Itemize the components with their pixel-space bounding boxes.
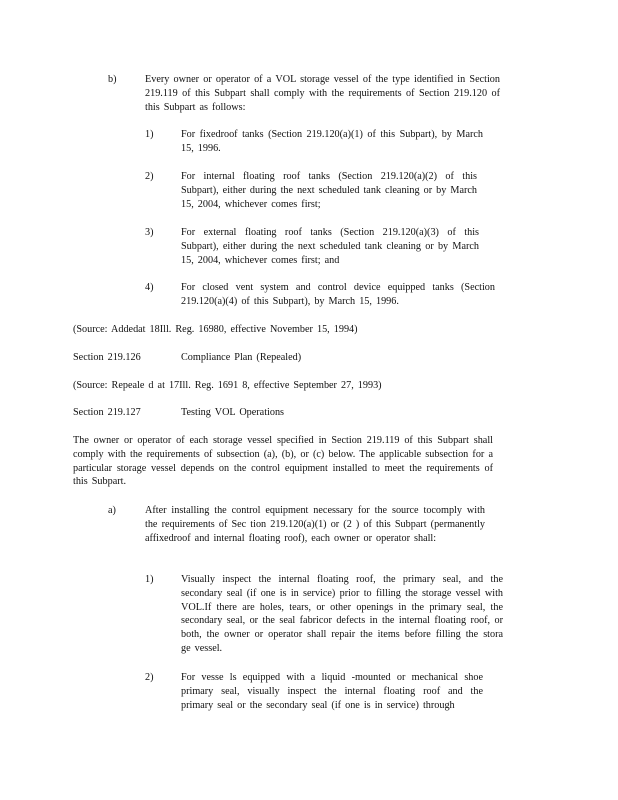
intro-paragraph: The owner or operator of each storage vessel specified in Section 219.119 of this Subpart shall comply with the requirements of subsection (a), (b), or (c) below. The applicable subsection for a particular storage vessel depends on the control equipment installed to meet the requirements of this Subpart.: [73, 435, 493, 488]
item-b3-text: For external floating roof tanks (Section 219.120(a)(3) of this Subpart), either during the next scheduled tank cleaning or by March 15, 2004, whichever comes first; and: [181, 227, 479, 266]
item-b4-text: For closed vent system and control device equipped tanks (Section 219.120(a)(4) of this Subpart), by March 15, 1996.: [181, 282, 495, 307]
item-b2-text: For internal floating roof tanks (Section 219.120(a)(2) of this Subpart), either during the next scheduled tank cleaning or by March 15, 2004, whichever comes first;: [181, 171, 477, 210]
source-note-2: (Source: Repeale d at 17Ill. Reg. 1691 8, effective September 27, 1993): [73, 380, 382, 391]
item-b-label: b): [108, 74, 117, 85]
section-126-number: Section 219.126: [73, 352, 141, 363]
item-b4-label: 4): [145, 282, 154, 293]
item-a-label: a): [108, 505, 116, 516]
item-b1-label: 1): [145, 129, 154, 140]
item-a1-text: Visually inspect the internal floating roof, the primary seal, and the secondary seal (if one is in service) prior to filling the storage vessel with VOL.If there are holes, tears, or other openings in the primary seal, the secondary seal, or the seal fabricor defects in the internal floating roof, or both, the owner or operator shall repair the items before filling the stora ge vessel.: [181, 574, 503, 654]
section-127-number: Section 219.127: [73, 407, 141, 418]
item-b3-label: 3): [145, 227, 154, 238]
item-b1-text: For fixedroof tanks (Section 219.120(a)(1) of this Subpart), by March 15, 1996.: [181, 129, 483, 154]
item-a2-label: 2): [145, 672, 154, 683]
section-127-heading: [73, 406, 141, 420]
item-a-text: After installing the control equipment necessary for the source tocomply with the requirements of Sec tion 219.120(a)(1) or (2 ) of this Subpart (permanently affixedroof and internal floating roof), each owner or operator shall:: [145, 505, 485, 544]
item-b2-label: 2): [145, 171, 154, 182]
section-127-title: Testing VOL Operations: [181, 407, 285, 418]
item-b-text: Every owner or operator of a VOL storage vessel of the type identified in Section 219.119 of this Subpart shall comply with the requirements of Section 219.120 of this Subpart as follows:: [145, 74, 500, 113]
section-126-title: Compliance Plan (Repealed): [181, 352, 302, 363]
source-note-1: (Source: Addedat 18Ill. Reg. 16980, effective November 15, 1994): [73, 324, 358, 335]
section-126-heading: [73, 351, 141, 365]
item-a1-label: 1): [145, 574, 154, 585]
item-a2-text: For vesse ls equipped with a liquid -mounted or mechanical shoe primary seal, visually inspect the internal floating roof and the primary seal or the secondary seal (if one is in service) through: [181, 672, 483, 711]
